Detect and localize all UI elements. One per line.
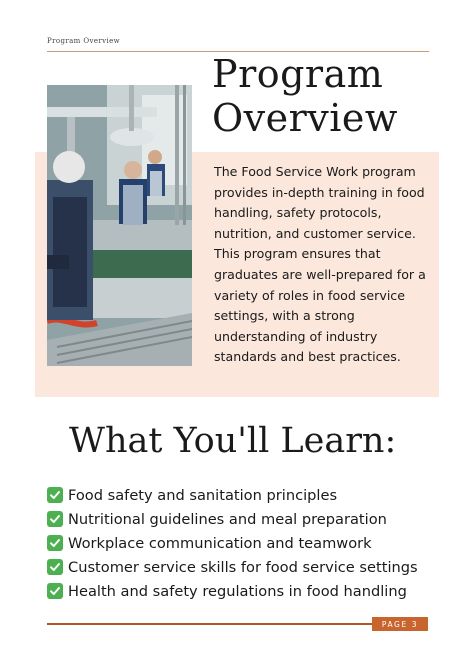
page-title-line-2: Overview — [212, 96, 398, 140]
list-item-text: Food safety and sanitation principles — [68, 486, 338, 504]
page-title-line-1: Program — [212, 52, 384, 96]
list-item — [47, 579, 447, 603]
check-icon — [47, 583, 63, 599]
list-item-text: Nutritional guidelines and meal preparation — [68, 510, 387, 528]
list-item — [47, 483, 447, 507]
learning-section-title: What You'll Learn: — [69, 421, 397, 461]
check-icon — [47, 559, 63, 575]
list-item — [47, 555, 447, 579]
check-icon — [47, 487, 63, 503]
list-item-text: Customer service skills for food service settings — [68, 558, 418, 576]
footer-divider — [47, 623, 372, 625]
check-icon — [47, 511, 63, 527]
page-title — [212, 52, 442, 140]
list-item-text: Workplace communication and teamwork — [68, 534, 372, 552]
list-item — [47, 531, 447, 555]
list-item — [47, 507, 447, 531]
running-header: Program Overview — [47, 37, 121, 45]
page-number-badge: PAGE 3 — [372, 617, 428, 631]
program-description: The Food Service Work program provides in-depth training in food handling, safety protocols, nutrition, and customer service. This program ensures that graduates are well-prepared for a variety of roles in food service settings, with a strong understanding of industry standards and best practices. — [214, 164, 426, 365]
list-item-text: Health and safety regulations in food handling — [68, 582, 407, 600]
learning-outcomes-list — [47, 483, 447, 603]
check-icon — [47, 535, 63, 551]
kitchen-workers-photo — [47, 85, 192, 366]
